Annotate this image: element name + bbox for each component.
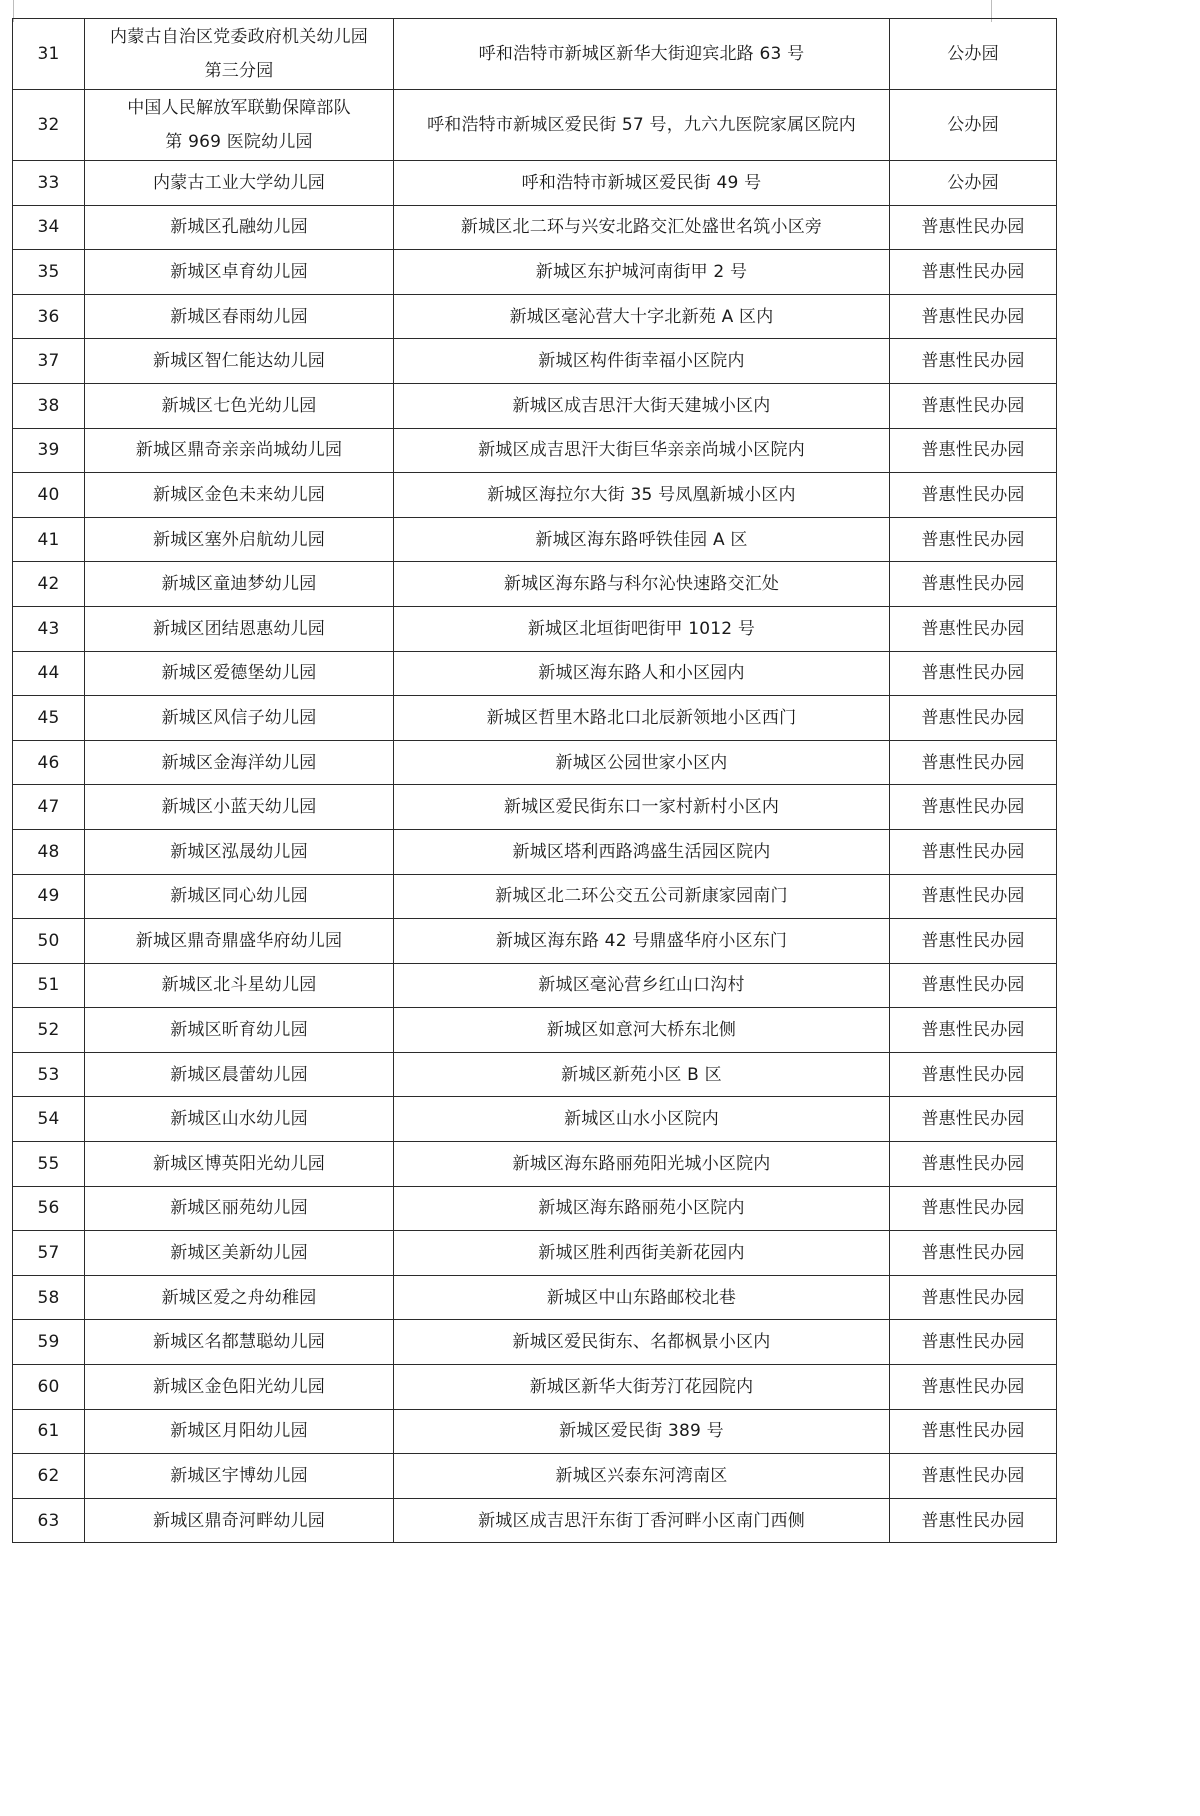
kindergarten-address: 新城区塔利西路鸿盛生活园区院内 bbox=[394, 829, 890, 874]
kindergarten-address: 新城区成吉思汗大街巨华亲亲尚城小区院内 bbox=[394, 428, 890, 473]
kindergarten-type: 普惠性民办园 bbox=[890, 696, 1057, 741]
table-row bbox=[13, 473, 1057, 518]
kindergarten-name bbox=[85, 696, 394, 741]
kindergarten-name-line: 新城区塞外启航幼儿园 bbox=[153, 529, 325, 550]
row-number: 45 bbox=[13, 696, 85, 741]
kindergarten-name-line: 新城区金色未来幼儿园 bbox=[153, 484, 325, 505]
table-row bbox=[13, 740, 1057, 785]
kindergarten-type: 普惠性民办园 bbox=[890, 428, 1057, 473]
kindergarten-address: 新城区毫沁营大十字北新苑 A 区内 bbox=[394, 294, 890, 339]
row-number: 32 bbox=[13, 90, 85, 161]
kindergarten-address: 新城区北二环与兴安北路交汇处盛世名筑小区旁 bbox=[394, 205, 890, 250]
kindergarten-name-line: 新城区北斗星幼儿园 bbox=[161, 975, 317, 996]
kindergarten-address: 新城区北垣街吧街甲 1012 号 bbox=[394, 606, 890, 651]
kindergarten-name-line: 新城区童迪梦幼儿园 bbox=[161, 574, 317, 595]
row-number: 63 bbox=[13, 1498, 85, 1543]
kindergarten-name-line: 新城区金色阳光幼儿园 bbox=[153, 1376, 325, 1397]
kindergarten-name bbox=[85, 919, 394, 964]
table-row bbox=[13, 1231, 1057, 1276]
kindergarten-type: 普惠性民办园 bbox=[890, 740, 1057, 785]
table-row bbox=[13, 1498, 1057, 1543]
table-row bbox=[13, 606, 1057, 651]
kindergarten-address: 新城区爱民街东口一家村新村小区内 bbox=[394, 785, 890, 830]
kindergarten-name-line: 第三分园 bbox=[204, 61, 274, 81]
kindergarten-address: 呼和浩特市新城区爱民街 57 号，九六九医院家属区院内 bbox=[394, 90, 890, 161]
kindergarten-name bbox=[85, 606, 394, 651]
kindergarten-name-line: 新城区团结恩惠幼儿园 bbox=[153, 618, 325, 639]
kindergarten-type: 公办园 bbox=[890, 90, 1057, 161]
row-number: 31 bbox=[13, 19, 85, 90]
kindergarten-type: 普惠性民办园 bbox=[890, 1231, 1057, 1276]
row-number: 62 bbox=[13, 1454, 85, 1499]
row-number: 55 bbox=[13, 1142, 85, 1187]
table-row bbox=[13, 1320, 1057, 1365]
row-number: 44 bbox=[13, 651, 85, 696]
kindergarten-address: 新城区兴泰东河湾南区 bbox=[394, 1454, 890, 1499]
kindergarten-address: 新城区中山东路邮校北巷 bbox=[394, 1275, 890, 1320]
kindergarten-address: 新城区北二环公交五公司新康家园南门 bbox=[394, 874, 890, 919]
kindergarten-name-line: 新城区同心幼儿园 bbox=[170, 886, 308, 907]
kindergarten-name-line: 新城区美新幼儿园 bbox=[170, 1243, 308, 1264]
table-row bbox=[13, 90, 1057, 161]
table-row bbox=[13, 1365, 1057, 1410]
kindergarten-name-line: 新城区鼎奇亲亲尚城幼儿园 bbox=[135, 440, 343, 461]
kindergarten-address: 呼和浩特市新城区新华大街迎宾北路 63 号 bbox=[394, 19, 890, 90]
kindergarten-name bbox=[85, 829, 394, 874]
kindergarten-name bbox=[85, 785, 394, 830]
kindergarten-address: 呼和浩特市新城区爱民街 49 号 bbox=[394, 161, 890, 206]
kindergarten-name bbox=[85, 740, 394, 785]
kindergarten-address: 新城区海东路丽苑阳光城小区院内 bbox=[394, 1142, 890, 1187]
kindergarten-address: 新城区成吉思汗东街丁香河畔小区南门西侧 bbox=[394, 1498, 890, 1543]
kindergarten-name bbox=[85, 294, 394, 339]
table-row bbox=[13, 383, 1057, 428]
kindergarten-name-line: 新城区丽苑幼儿园 bbox=[170, 1198, 308, 1219]
table-row bbox=[13, 1409, 1057, 1454]
row-number: 35 bbox=[13, 250, 85, 295]
table-row bbox=[13, 919, 1057, 964]
kindergarten-name bbox=[85, 428, 394, 473]
row-number: 53 bbox=[13, 1052, 85, 1097]
kindergarten-name-line: 新城区小蓝天幼儿园 bbox=[161, 797, 317, 818]
row-number: 40 bbox=[13, 473, 85, 518]
kindergarten-name-line: 新城区昕育幼儿园 bbox=[170, 1020, 308, 1041]
kindergarten-type: 普惠性民办园 bbox=[890, 1052, 1057, 1097]
row-number: 49 bbox=[13, 874, 85, 919]
kindergarten-name-line: 新城区风信子幼儿园 bbox=[161, 707, 317, 728]
kindergarten-name-line: 中国人民解放军联勤保障部队 bbox=[127, 98, 351, 118]
kindergarten-type: 普惠性民办园 bbox=[890, 205, 1057, 250]
kindergarten-name bbox=[85, 205, 394, 250]
kindergarten-name-line: 内蒙古自治区党委政府机关幼儿园 bbox=[110, 27, 368, 47]
kindergarten-name bbox=[85, 383, 394, 428]
kindergarten-address: 新城区爱民街东、名都枫景小区内 bbox=[394, 1320, 890, 1365]
row-number: 56 bbox=[13, 1186, 85, 1231]
kindergarten-address: 新城区公园世家小区内 bbox=[394, 740, 890, 785]
kindergarten-name bbox=[85, 90, 394, 161]
kindergarten-name bbox=[85, 1454, 394, 1499]
table-row bbox=[13, 1008, 1057, 1053]
kindergarten-name-line: 新城区卓育幼儿园 bbox=[170, 261, 308, 282]
kindergarten-type: 普惠性民办园 bbox=[890, 562, 1057, 607]
table-row bbox=[13, 1454, 1057, 1499]
kindergarten-address: 新城区哲里木路北口北辰新领地小区西门 bbox=[394, 696, 890, 741]
kindergarten-address: 新城区海东路 42 号鼎盛华府小区东门 bbox=[394, 919, 890, 964]
row-number: 39 bbox=[13, 428, 85, 473]
kindergarten-type: 普惠性民办园 bbox=[890, 1498, 1057, 1543]
kindergarten-address: 新城区胜利西街美新花园内 bbox=[394, 1231, 890, 1276]
kindergarten-table-body bbox=[13, 19, 1057, 1543]
kindergarten-address: 新城区海东路与科尔沁快速路交汇处 bbox=[394, 562, 890, 607]
kindergarten-name bbox=[85, 651, 394, 696]
kindergarten-name bbox=[85, 1498, 394, 1543]
row-number: 47 bbox=[13, 785, 85, 830]
kindergarten-address: 新城区海拉尔大街 35 号凤凰新城小区内 bbox=[394, 473, 890, 518]
table-row bbox=[13, 829, 1057, 874]
row-number: 51 bbox=[13, 963, 85, 1008]
kindergarten-name bbox=[85, 19, 394, 90]
kindergarten-type: 普惠性民办园 bbox=[890, 651, 1057, 696]
kindergarten-type: 公办园 bbox=[890, 161, 1057, 206]
table-row bbox=[13, 1142, 1057, 1187]
kindergarten-type: 普惠性民办园 bbox=[890, 250, 1057, 295]
row-number: 37 bbox=[13, 339, 85, 384]
row-number: 58 bbox=[13, 1275, 85, 1320]
kindergarten-name bbox=[85, 1365, 394, 1410]
row-number: 61 bbox=[13, 1409, 85, 1454]
kindergarten-type: 普惠性民办园 bbox=[890, 1454, 1057, 1499]
kindergarten-type: 普惠性民办园 bbox=[890, 1097, 1057, 1142]
kindergarten-type: 普惠性民办园 bbox=[890, 1275, 1057, 1320]
kindergarten-name bbox=[85, 250, 394, 295]
table-row bbox=[13, 785, 1057, 830]
kindergarten-name bbox=[85, 1320, 394, 1365]
kindergarten-name-line: 新城区泓晟幼儿园 bbox=[170, 841, 308, 862]
kindergarten-type: 普惠性民办园 bbox=[890, 1365, 1057, 1410]
kindergarten-type: 普惠性民办园 bbox=[890, 1409, 1057, 1454]
kindergarten-name-line: 内蒙古工业大学幼儿园 bbox=[153, 172, 325, 193]
table-row bbox=[13, 517, 1057, 562]
kindergarten-name bbox=[85, 473, 394, 518]
kindergarten-name bbox=[85, 1275, 394, 1320]
kindergarten-type: 普惠性民办园 bbox=[890, 829, 1057, 874]
table-row bbox=[13, 161, 1057, 206]
table-row bbox=[13, 1186, 1057, 1231]
kindergarten-name-line: 新城区鼎奇河畔幼儿园 bbox=[153, 1510, 325, 1531]
kindergarten-name-line: 新城区晨蕾幼儿园 bbox=[170, 1064, 308, 1085]
kindergarten-type: 普惠性民办园 bbox=[890, 339, 1057, 384]
kindergarten-address: 新城区海东路人和小区园内 bbox=[394, 651, 890, 696]
kindergarten-type: 普惠性民办园 bbox=[890, 919, 1057, 964]
row-number: 36 bbox=[13, 294, 85, 339]
row-number: 48 bbox=[13, 829, 85, 874]
kindergarten-name-line: 新城区山水幼儿园 bbox=[170, 1109, 308, 1130]
kindergarten-address: 新城区新苑小区 B 区 bbox=[394, 1052, 890, 1097]
kindergarten-type: 普惠性民办园 bbox=[890, 517, 1057, 562]
kindergarten-name-line: 新城区博英阳光幼儿园 bbox=[153, 1153, 325, 1174]
row-number: 57 bbox=[13, 1231, 85, 1276]
kindergarten-address: 新城区新华大街芳汀花园院内 bbox=[394, 1365, 890, 1410]
kindergarten-type: 普惠性民办园 bbox=[890, 473, 1057, 518]
kindergarten-type: 普惠性民办园 bbox=[890, 785, 1057, 830]
kindergarten-type: 普惠性民办园 bbox=[890, 383, 1057, 428]
kindergarten-name-line: 新城区金海洋幼儿园 bbox=[161, 752, 317, 773]
table-row bbox=[13, 696, 1057, 741]
kindergarten-address: 新城区成吉思汗大街天建城小区内 bbox=[394, 383, 890, 428]
kindergarten-name bbox=[85, 963, 394, 1008]
kindergarten-name bbox=[85, 1231, 394, 1276]
table-row bbox=[13, 1097, 1057, 1142]
row-number: 54 bbox=[13, 1097, 85, 1142]
table-row bbox=[13, 562, 1057, 607]
table-row bbox=[13, 428, 1057, 473]
kindergarten-name bbox=[85, 339, 394, 384]
row-number: 50 bbox=[13, 919, 85, 964]
kindergarten-address: 新城区爱民街 389 号 bbox=[394, 1409, 890, 1454]
kindergarten-address: 新城区山水小区院内 bbox=[394, 1097, 890, 1142]
row-number: 33 bbox=[13, 161, 85, 206]
kindergarten-name-line: 新城区宇博幼儿园 bbox=[170, 1466, 308, 1487]
kindergarten-name bbox=[85, 1142, 394, 1187]
kindergarten-type: 普惠性民办园 bbox=[890, 1320, 1057, 1365]
row-number: 52 bbox=[13, 1008, 85, 1053]
kindergarten-name-line: 新城区爱德堡幼儿园 bbox=[161, 663, 317, 684]
kindergarten-name-line: 新城区智仁能达幼儿园 bbox=[153, 351, 325, 372]
table-row bbox=[13, 1275, 1057, 1320]
table-row bbox=[13, 205, 1057, 250]
kindergarten-name-line: 新城区鼎奇鼎盛华府幼儿园 bbox=[135, 930, 343, 951]
kindergarten-type: 普惠性民办园 bbox=[890, 1008, 1057, 1053]
table-row bbox=[13, 874, 1057, 919]
kindergarten-type: 普惠性民办园 bbox=[890, 963, 1057, 1008]
kindergarten-name bbox=[85, 1052, 394, 1097]
table-row bbox=[13, 651, 1057, 696]
kindergarten-type: 公办园 bbox=[890, 19, 1057, 90]
kindergarten-address: 新城区东护城河南街甲 2 号 bbox=[394, 250, 890, 295]
kindergarten-address: 新城区海东路呼铁佳园 A 区 bbox=[394, 517, 890, 562]
table-row bbox=[13, 19, 1057, 90]
kindergarten-address: 新城区海东路丽苑小区院内 bbox=[394, 1186, 890, 1231]
row-number: 43 bbox=[13, 606, 85, 651]
kindergarten-type: 普惠性民办园 bbox=[890, 1142, 1057, 1187]
row-number: 34 bbox=[13, 205, 85, 250]
kindergarten-name-line: 第 969 医院幼儿园 bbox=[165, 132, 313, 152]
kindergarten-name bbox=[85, 562, 394, 607]
kindergarten-address: 新城区毫沁营乡红山口沟村 bbox=[394, 963, 890, 1008]
row-number: 46 bbox=[13, 740, 85, 785]
kindergarten-table bbox=[12, 18, 1057, 1543]
kindergarten-name bbox=[85, 1409, 394, 1454]
kindergarten-name-line: 新城区七色光幼儿园 bbox=[161, 395, 317, 416]
kindergarten-name-line: 新城区春雨幼儿园 bbox=[170, 306, 308, 327]
kindergarten-type: 普惠性民办园 bbox=[890, 1186, 1057, 1231]
kindergarten-name-line: 新城区月阳幼儿园 bbox=[170, 1421, 308, 1442]
kindergarten-type: 普惠性民办园 bbox=[890, 606, 1057, 651]
table-row bbox=[13, 294, 1057, 339]
row-number: 60 bbox=[13, 1365, 85, 1410]
kindergarten-address: 新城区如意河大桥东北侧 bbox=[394, 1008, 890, 1053]
kindergarten-name-line: 新城区爱之舟幼稚园 bbox=[161, 1287, 317, 1308]
table-row bbox=[13, 250, 1057, 295]
row-number: 41 bbox=[13, 517, 85, 562]
kindergarten-type: 普惠性民办园 bbox=[890, 294, 1057, 339]
kindergarten-name-line: 新城区孔融幼儿园 bbox=[170, 217, 308, 238]
table-row bbox=[13, 339, 1057, 384]
row-number: 38 bbox=[13, 383, 85, 428]
kindergarten-address: 新城区构件街幸福小区院内 bbox=[394, 339, 890, 384]
kindergarten-name bbox=[85, 1097, 394, 1142]
kindergarten-name bbox=[85, 161, 394, 206]
table-row bbox=[13, 963, 1057, 1008]
kindergarten-name bbox=[85, 1186, 394, 1231]
kindergarten-name bbox=[85, 1008, 394, 1053]
kindergarten-type: 普惠性民办园 bbox=[890, 874, 1057, 919]
kindergarten-name bbox=[85, 517, 394, 562]
row-number: 42 bbox=[13, 562, 85, 607]
kindergarten-name bbox=[85, 874, 394, 919]
table-row bbox=[13, 1052, 1057, 1097]
kindergarten-name-line: 新城区名都慧聪幼儿园 bbox=[153, 1332, 325, 1353]
row-number: 59 bbox=[13, 1320, 85, 1365]
